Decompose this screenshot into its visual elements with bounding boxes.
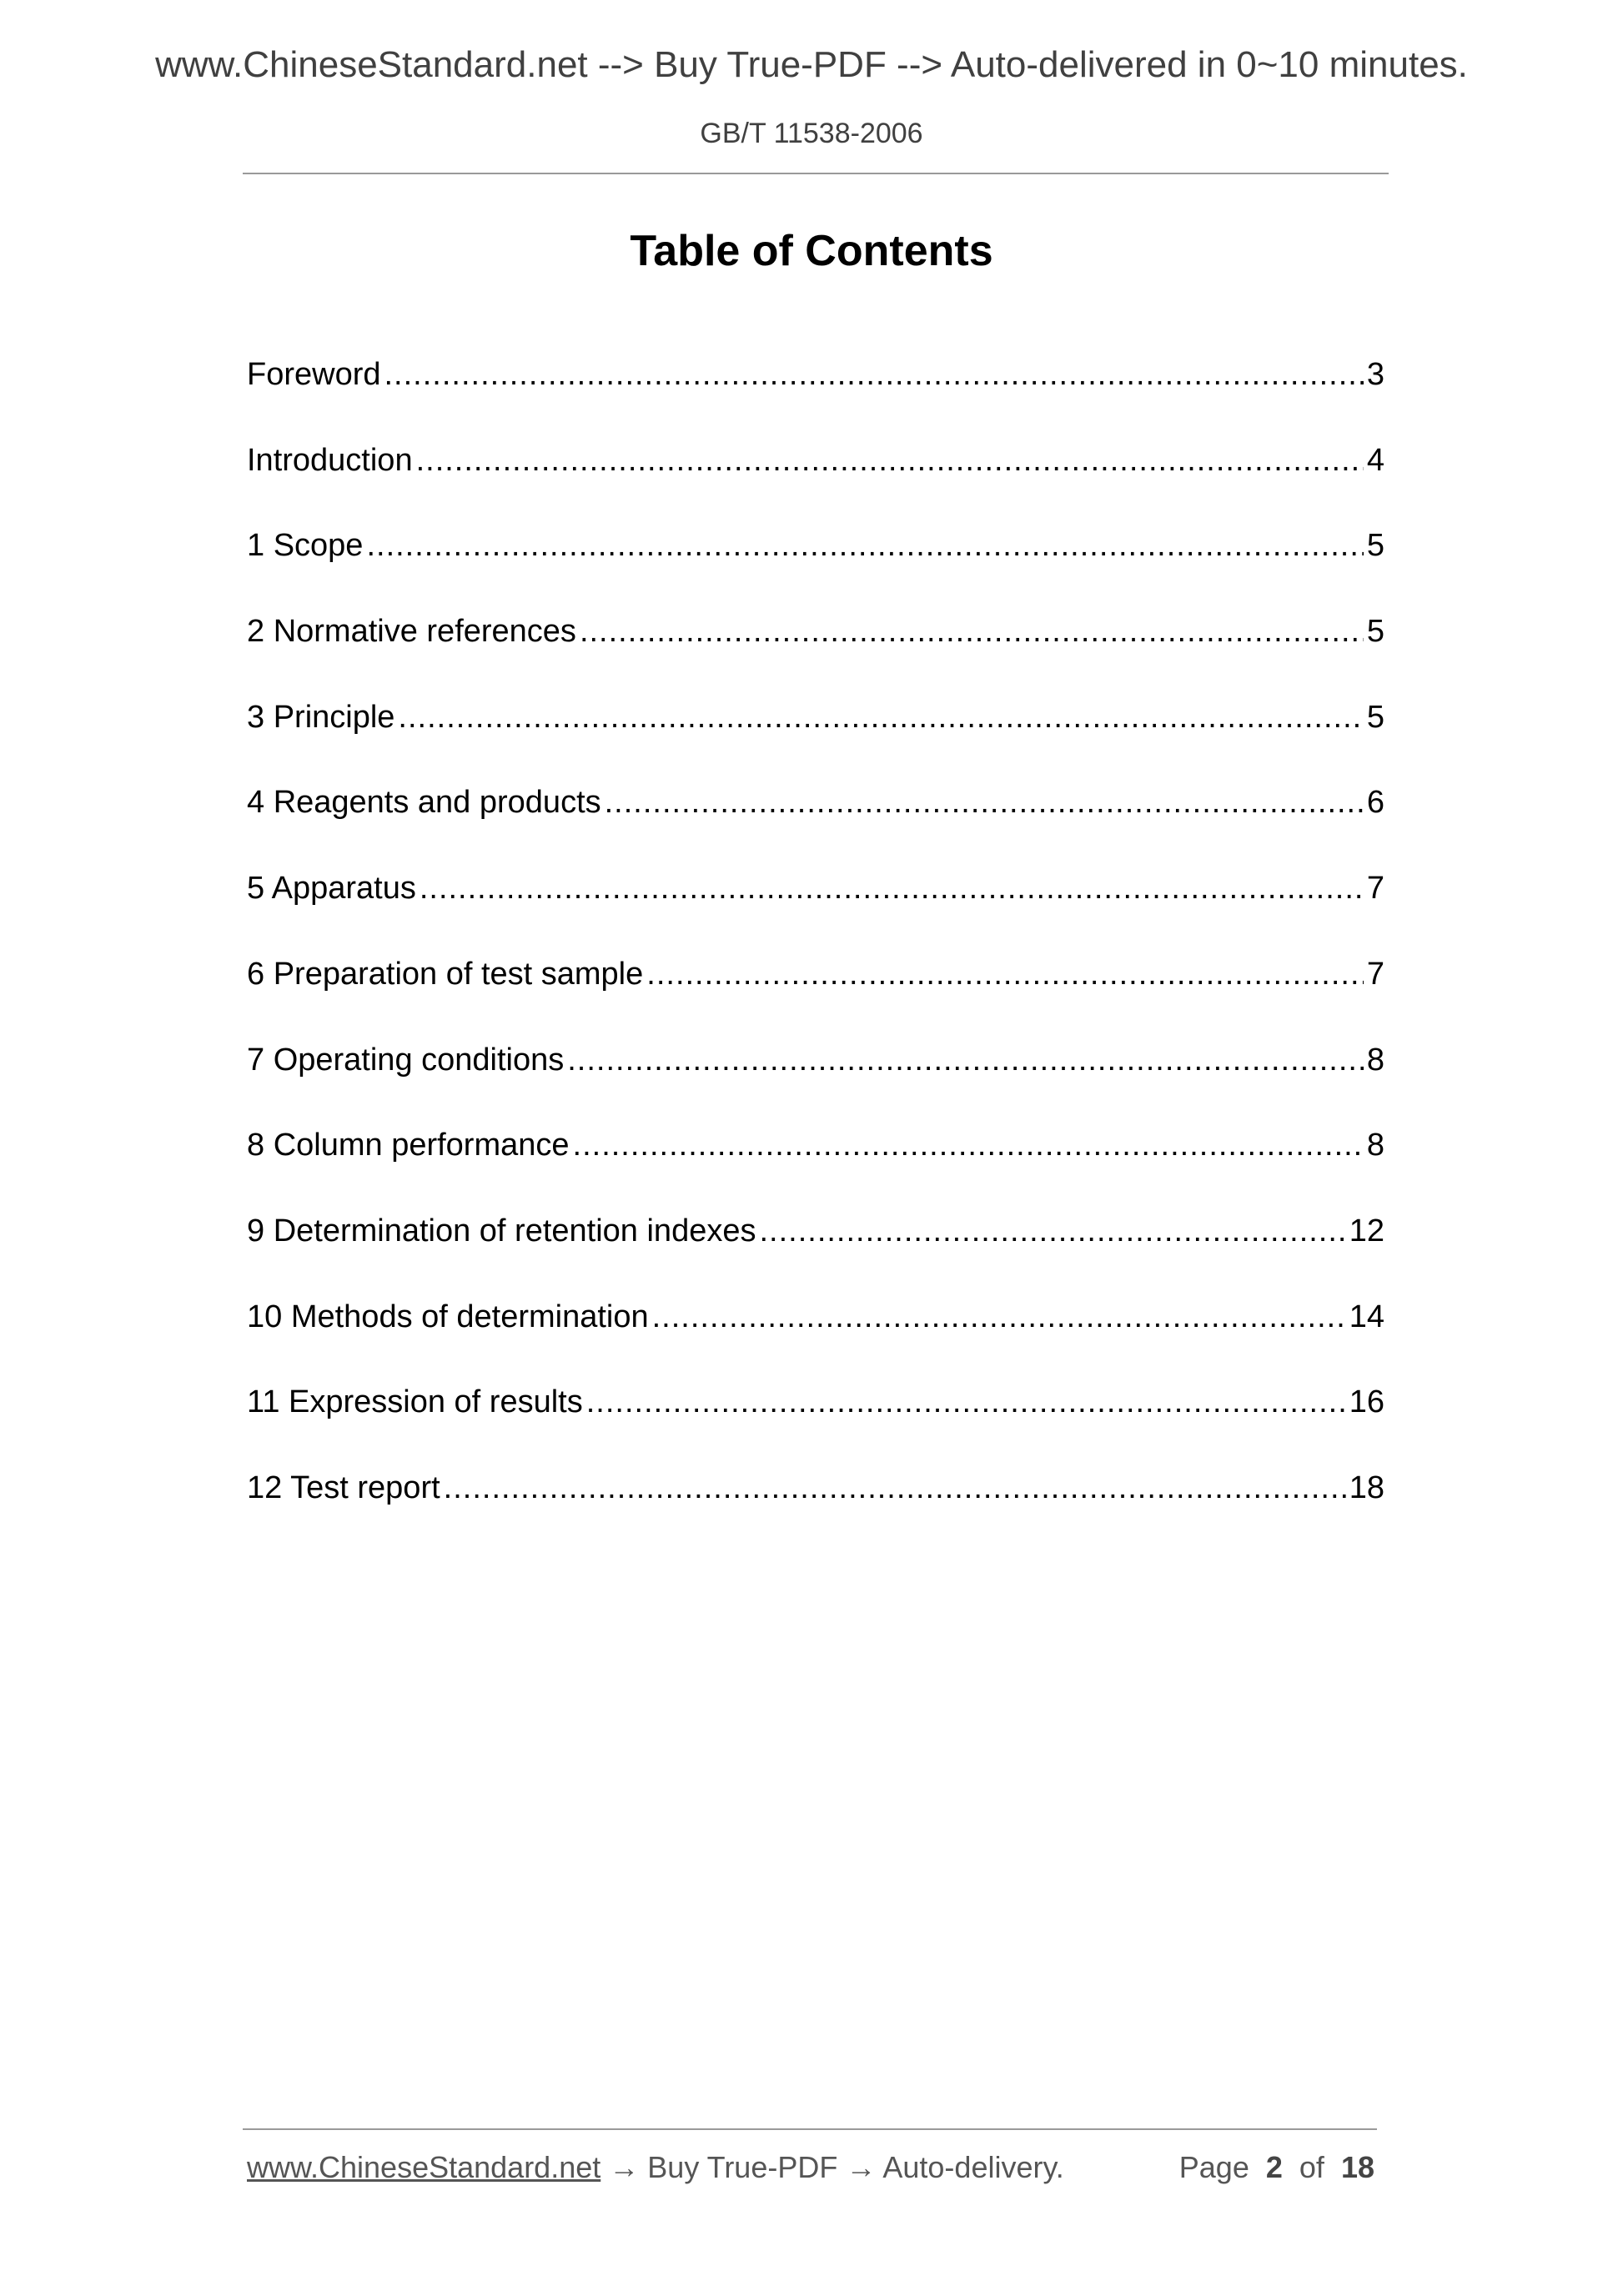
toc-entry-label: 8 Column performance: [247, 1128, 570, 1163]
toc-entry-label: Introduction: [247, 442, 413, 478]
toc-entry-introduction[interactable]: [247, 439, 1384, 525]
toc-entry-column-performance[interactable]: [247, 1123, 1384, 1209]
standard-number: GB/T 11538-2006: [700, 118, 923, 149]
toc-entry-normative-references[interactable]: [247, 610, 1384, 696]
toc-entry-apparatus[interactable]: [247, 867, 1384, 952]
toc-entry-label: 3 Principle: [247, 699, 395, 735]
toc-entry-page: 14: [1349, 1299, 1384, 1334]
toc-dot-leader: [652, 1295, 1346, 1339]
toc-entry-page: 12: [1349, 1213, 1384, 1248]
footer-site-link[interactable]: www.ChineseStandard.net: [247, 2150, 601, 2184]
toc-entry-label: 4 Reagents and products: [247, 785, 601, 821]
page-footer: [247, 2147, 1381, 2188]
toc-entry-page: 5: [1366, 528, 1384, 564]
page-word: Page: [1178, 2150, 1249, 2184]
toc-entry-page: 5: [1366, 699, 1384, 735]
toc-entry-page: 5: [1366, 614, 1384, 650]
of-word: of: [1299, 2150, 1324, 2184]
toc-dot-leader: [384, 353, 1364, 396]
toc-entry-label: 10 Methods of determination: [247, 1299, 649, 1334]
page-indicator: [1179, 2147, 1374, 2188]
current-page-number: 2: [1265, 2150, 1283, 2184]
toc-entry-preparation-of-test-sample[interactable]: [247, 952, 1384, 1038]
toc-entry-operating-conditions[interactable]: [247, 1038, 1384, 1124]
toc-entry-page: 8: [1366, 1128, 1384, 1163]
toc-entry-page: 8: [1366, 1042, 1384, 1078]
toc-dot-leader: [398, 696, 1363, 739]
toc-dot-leader: [567, 1038, 1364, 1082]
toc-entry-test-report[interactable]: [247, 1466, 1384, 1552]
toc-entry-label: 5 Apparatus: [247, 871, 416, 907]
toc-entry-page: 4: [1366, 442, 1384, 478]
toc-entry-principle[interactable]: [247, 696, 1384, 781]
toc-dot-leader: [416, 439, 1364, 482]
toc-entry-page: 6: [1366, 785, 1384, 821]
toc-dot-leader: [580, 610, 1364, 653]
toc-dot-leader: [605, 781, 1364, 824]
toc-entry-label: 11 Expression of results: [247, 1384, 583, 1420]
toc-entry-page: 16: [1349, 1384, 1384, 1420]
footer-delivery-text: Auto-delivery.: [882, 2150, 1064, 2184]
toc-entry-label: 6 Preparation of test sample: [247, 956, 644, 992]
toc-dot-leader: [420, 867, 1364, 910]
toc-entry-label: 7 Operating conditions: [247, 1042, 565, 1078]
toc-dot-leader: [444, 1466, 1346, 1510]
arrow-right-icon: →: [846, 2150, 877, 2184]
total-pages-number: 18: [1340, 2150, 1374, 2184]
toc-title: Table of Contents: [630, 227, 993, 275]
toc-entry-page: 7: [1366, 871, 1384, 907]
footer-promo: [247, 2147, 1064, 2188]
toc-dot-leader: [586, 1380, 1346, 1424]
toc-dot-leader: [759, 1209, 1345, 1253]
toc-entry-label: Foreword: [247, 357, 381, 392]
top-banner: www.ChineseStandard.net --> Buy True-PDF --> Auto-delivered in 0~10 minutes.: [155, 44, 1468, 85]
toc-entry-page: 3: [1366, 357, 1384, 392]
toc-entry-label: 12 Test report: [247, 1470, 440, 1505]
toc-entry-reagents-and-products[interactable]: [247, 781, 1384, 867]
header-divider: [243, 173, 1389, 174]
toc-entry-page: 18: [1349, 1470, 1384, 1505]
footer-divider: [243, 2128, 1377, 2130]
toc-entry-page: 7: [1366, 956, 1384, 992]
toc-entry-label: 2 Normative references: [247, 614, 576, 650]
toc-list: [247, 353, 1384, 1552]
toc-entry-determination-of-retention-indexes[interactable]: [247, 1209, 1384, 1295]
toc-entry-label: 9 Determination of retention indexes: [247, 1213, 756, 1248]
toc-entry-methods-of-determination[interactable]: [247, 1295, 1384, 1381]
toc-dot-leader: [646, 952, 1364, 996]
toc-entry-foreword[interactable]: [247, 353, 1384, 439]
toc-entry-label: 1 Scope: [247, 528, 364, 564]
footer-buy-text: Buy True-PDF: [647, 2150, 838, 2184]
toc-dot-leader: [366, 524, 1363, 567]
toc-entry-expression-of-results[interactable]: [247, 1380, 1384, 1466]
toc-entry-scope[interactable]: [247, 524, 1384, 610]
arrow-right-icon: →: [609, 2150, 640, 2184]
toc-dot-leader: [573, 1123, 1364, 1167]
